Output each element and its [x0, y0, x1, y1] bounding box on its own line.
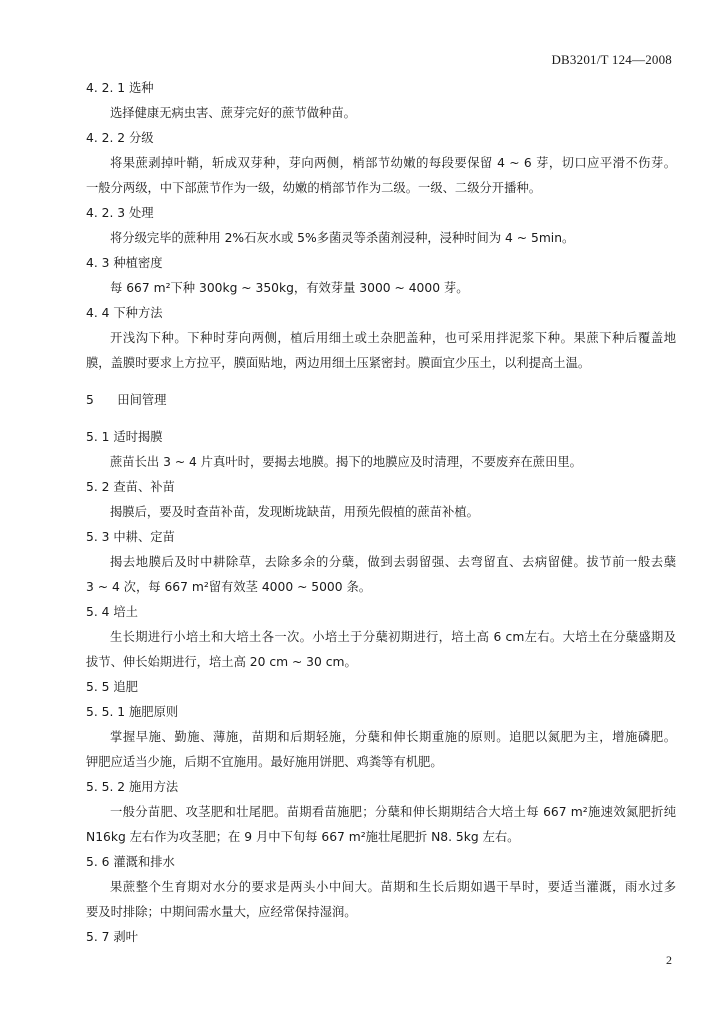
paragraph-5-6-line-1: 果蔗整个生育期对水分的要求是两头小中间大。苗期和生长后期如遇干旱时，要适当灌溉，雨水过多 — [110, 880, 676, 894]
paragraph-5-6-line-2: 要及时排除；中期间需水量大，应经常保持湿润。 — [86, 905, 357, 919]
paragraph-5-5-1-line-2: 钾肥应适当少施，后期不宜施用。最好施用饼肥、鸡粪等有机肥。 — [86, 755, 443, 769]
paragraph-4-3: 每 667 m²下种 300kg ~ 350kg，有效芽量 3000 ~ 4000 芽。 — [110, 281, 469, 295]
document-body — [86, 76, 676, 950]
heading-5-5-2: 5. 5. 2 施用方法 — [86, 780, 179, 794]
paragraph-5-5-2-line-1: 一般分苗肥、攻茎肥和壮尾肥。苗期看苗施肥；分蘖和伸长期期结合大培土每 667 m²施速效氮肥折纯 — [110, 805, 676, 819]
paragraph-4-4-line-2: 膜，盖膜时要求上方拉平，膜面贴地，两边用细土压紧密封。膜面宜少压土，以利提高土温。 — [86, 356, 591, 370]
heading-5-1: 5. 1 适时揭膜 — [86, 430, 163, 444]
paragraph-5-4-line-1: 生长期进行小培土和大培土各一次。小培土于分蘖初期进行，培土高 6 cm左右。大培土在分蘖盛期及 — [110, 630, 676, 644]
heading-4-2-2: 4. 2. 2 分级 — [86, 131, 154, 145]
heading-5: 5 田间管理 — [86, 393, 167, 407]
paragraph-4-2-2-line-1: 将果蔗剥掉叶鞘，斩成双芽种，芽向两侧，梢部节幼嫩的每段要保留 4 ~ 6 芽，切口应平滑不伤芽。 — [110, 156, 676, 170]
paragraph-4-4-line-1: 开浅沟下种。下种时芽向两侧，植后用细土或土杂肥盖种，也可采用拌泥浆下种。果蔗下种后覆盖地 — [110, 331, 676, 345]
heading-5-2: 5. 2 查苗、补苗 — [86, 480, 175, 494]
paragraph-5-4-line-2: 拔节、伸长始期进行，培土高 20 cm ~ 30 cm。 — [86, 655, 357, 669]
paragraph-5-1: 蔗苗长出 3 ~ 4 片真叶时，要揭去地膜。揭下的地膜应及时清理，不要废弃在蔗田里。 — [110, 455, 582, 469]
document-code-header: DB3201/T 124—2008 — [551, 52, 672, 67]
heading-5-7: 5. 7 剥叶 — [86, 930, 138, 944]
heading-5-4: 5. 4 培土 — [86, 605, 138, 619]
paragraph-5-2: 揭膜后，要及时查苗补苗，发现断垅缺苗，用预先假植的蔗苗补植。 — [110, 505, 479, 519]
heading-5-6: 5. 6 灌溉和排水 — [86, 855, 175, 869]
heading-4-2-3: 4. 2. 3 处理 — [86, 206, 154, 220]
heading-4-2-1: 4. 2. 1 选种 — [86, 81, 154, 95]
spacer — [86, 413, 676, 425]
paragraph-5-3-line-1: 揭去地膜后及时中耕除草，去除多余的分蘖，做到去弱留强、去弯留直、去病留健。拔节前一般去蘖 — [110, 555, 676, 569]
paragraph-4-2-3: 将分级完毕的蔗种用 2%石灰水或 5%多菌灵等杀菌剂浸种，浸种时间为 4 ~ 5min。 — [110, 231, 575, 245]
heading-5-3: 5. 3 中耕、定苗 — [86, 530, 175, 544]
paragraph-5-5-2-line-2: N16kg 左右作为攻茎肥；在 9 月中下旬每 667 m²施壮尾肥折 N8. 5kg 左右。 — [86, 830, 520, 844]
paragraph-4-2-1: 选择健康无病虫害、蔗芽完好的蔗节做种苗。 — [110, 106, 356, 120]
heading-5-5: 5. 5 追肥 — [86, 680, 138, 694]
heading-4-4: 4. 4 下种方法 — [86, 306, 163, 320]
spacer — [86, 376, 676, 388]
heading-5-5-1: 5. 5. 1 施肥原则 — [86, 705, 179, 719]
paragraph-5-3-line-2: 3 ~ 4 次，每 667 m²留有效茎 4000 ~ 5000 条。 — [86, 580, 372, 594]
heading-4-3: 4. 3 种植密度 — [86, 256, 163, 270]
paragraph-4-2-2-line-2: 一般分两级，中下部蔗节作为一级，幼嫩的梢部节作为二级。一级、二级分开播种。 — [86, 181, 541, 195]
paragraph-5-5-1-line-1: 掌握早施、勤施、薄施，苗期和后期轻施，分蘖和伸长期重施的原则。追肥以氮肥为主，增施磷肥。 — [110, 730, 676, 744]
page-number: 2 — [666, 953, 672, 967]
